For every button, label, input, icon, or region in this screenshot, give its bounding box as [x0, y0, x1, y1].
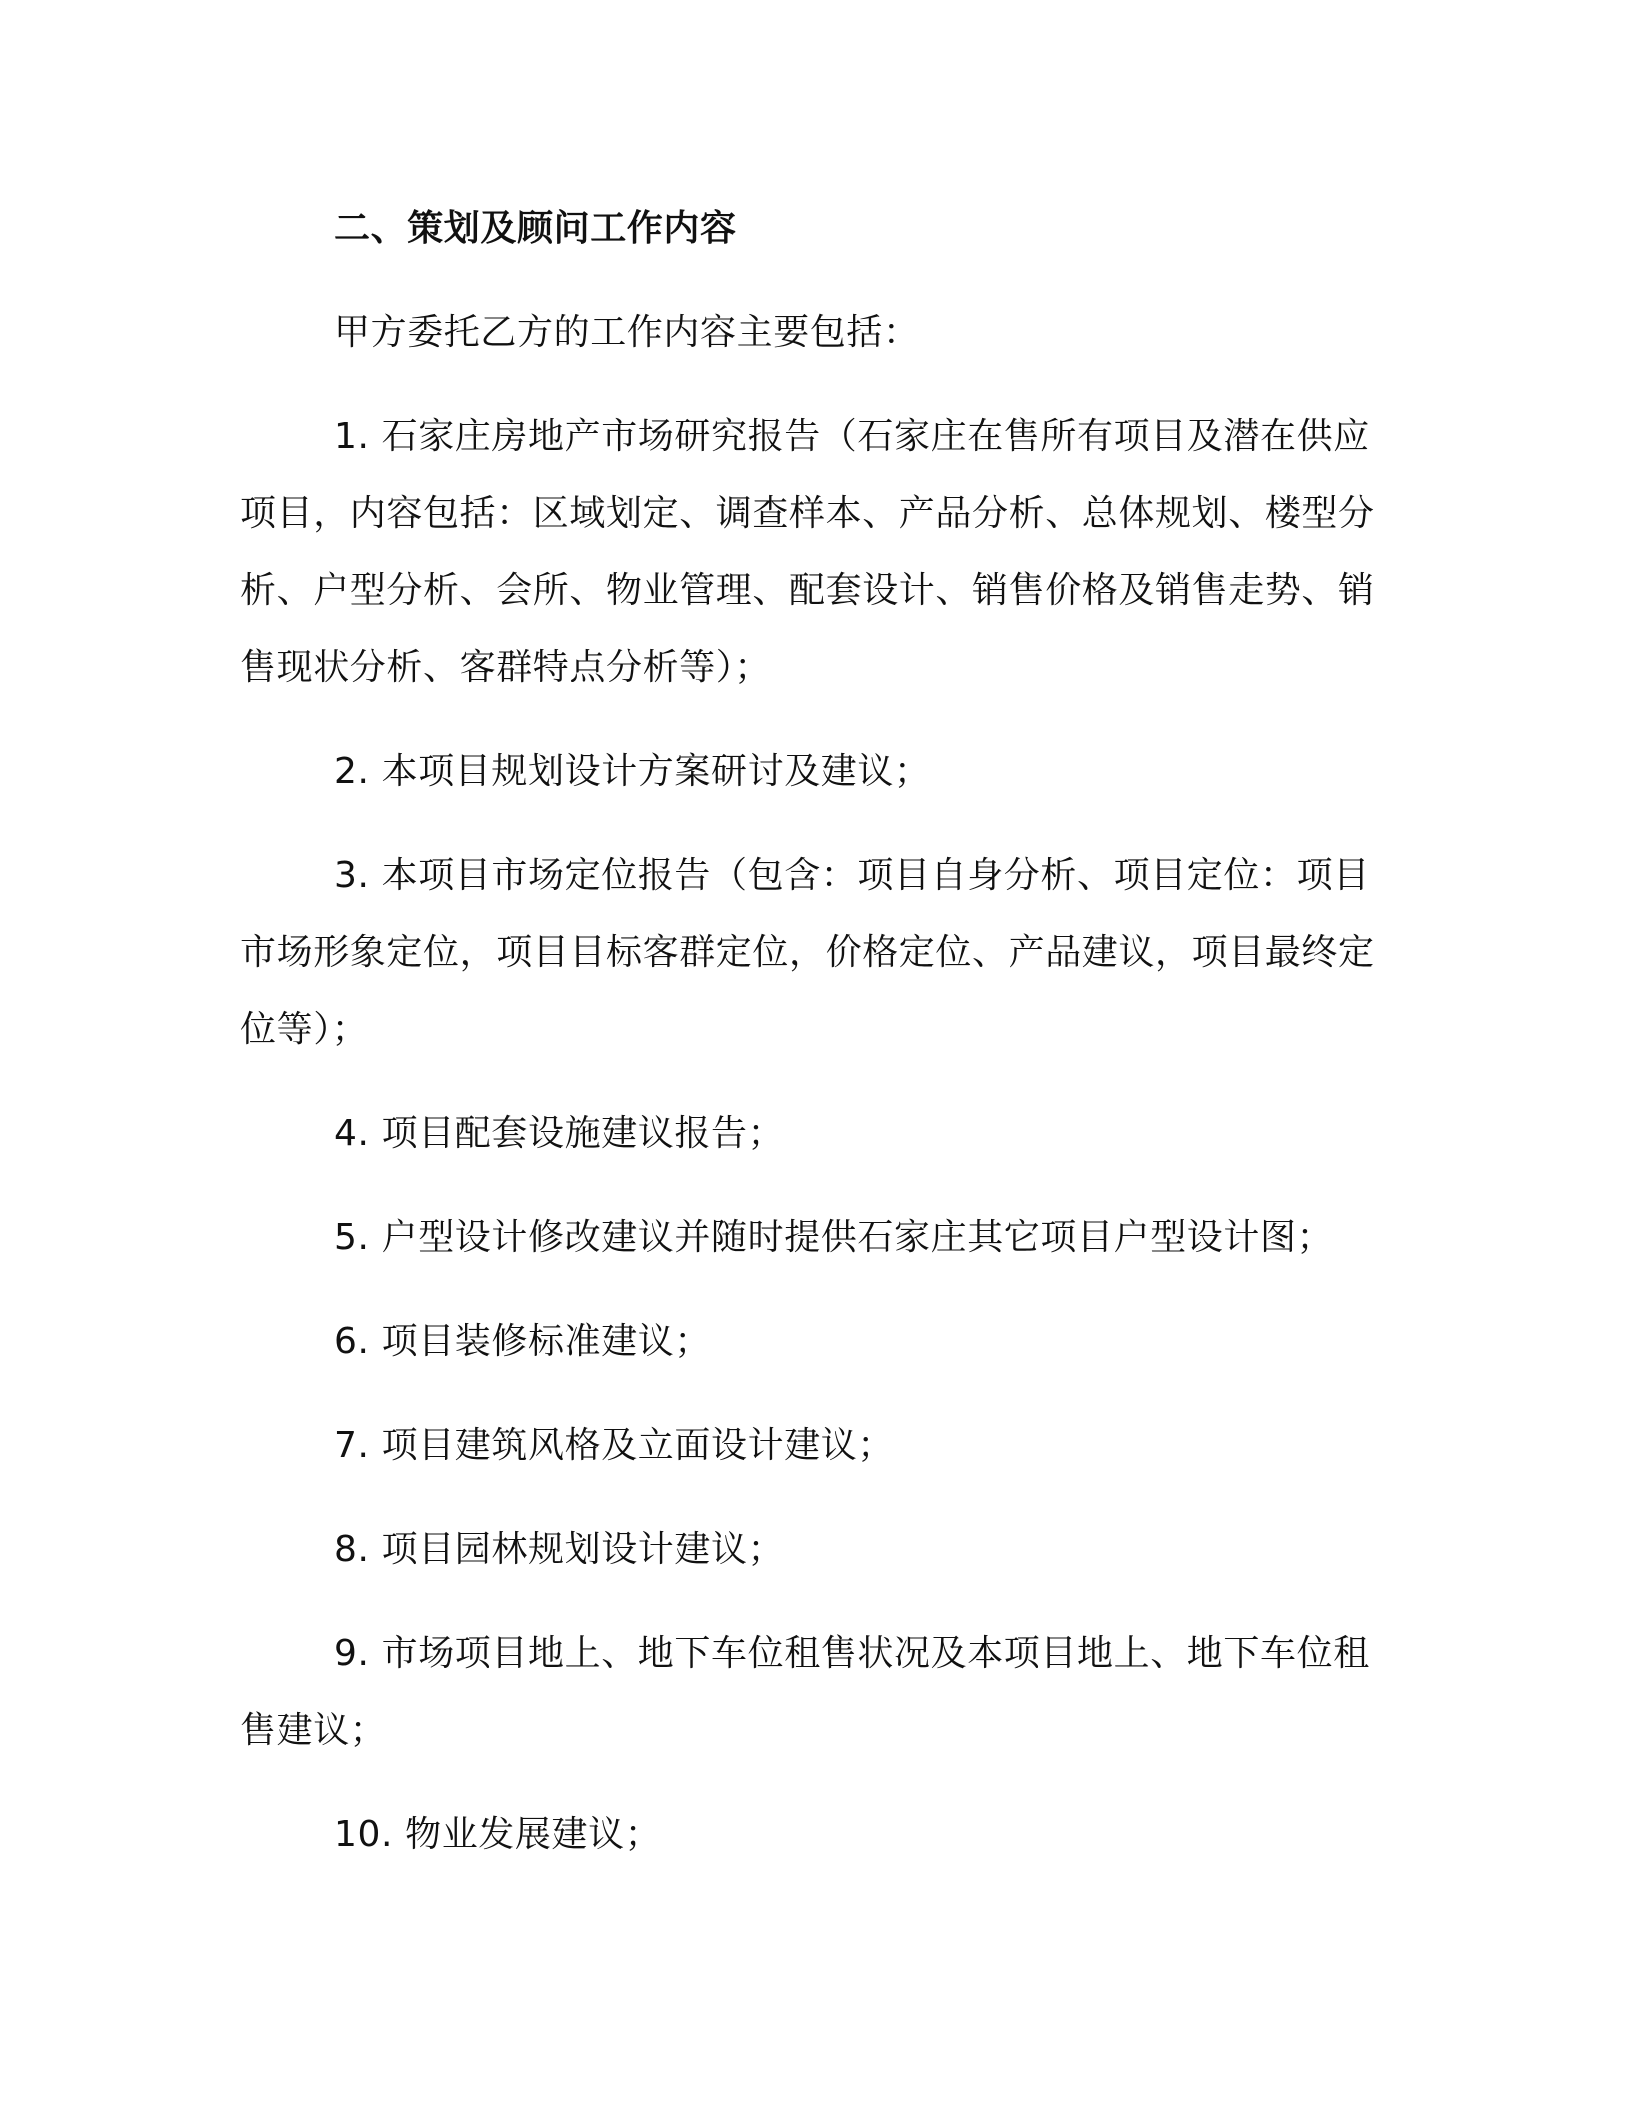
list-item-9: 9. 市场项目地上、地下车位租售状况及本项目地上、地下车位租售建议；	[240, 1633, 1370, 1751]
section-heading: 二、策划及顾问工作内容	[334, 208, 737, 249]
list-item-8: 8. 项目园林规划设计建议；	[334, 1529, 785, 1570]
list-item-1: 1. 石家庄房地产市场研究报告（石家庄在售所有项目及潜在供应项目，内容包括：区域划定、调查样本、产品分析、总体规划、楼型分析、户型分析、会所、物业管理、配套设计、销售价格及销售走势、销售现状分析、客群特点分析等）；	[240, 416, 1375, 688]
list-item-10: 10. 物业发展建议；	[334, 1814, 662, 1855]
document-body	[240, 190, 1390, 1900]
list-item-2: 2. 本项目规划设计方案研讨及建议；	[334, 751, 931, 792]
intro-paragraph: 甲方委托乙方的工作内容主要包括：	[334, 312, 920, 353]
list-item-6: 6. 项目装修标准建议；	[334, 1321, 711, 1362]
list-item-3: 3. 本项目市场定位报告（包含：项目自身分析、项目定位：项目市场形象定位，项目目标客群定位，价格定位、产品建议，项目最终定位等）；	[240, 855, 1375, 1050]
list-item-7: 7. 项目建筑风格及立面设计建议；	[334, 1425, 894, 1466]
list-item-4: 4. 项目配套设施建议报告；	[334, 1113, 785, 1154]
list-item-5: 5. 户型设计修改建议并随时提供石家庄其它项目户型设计图；	[334, 1217, 1334, 1258]
